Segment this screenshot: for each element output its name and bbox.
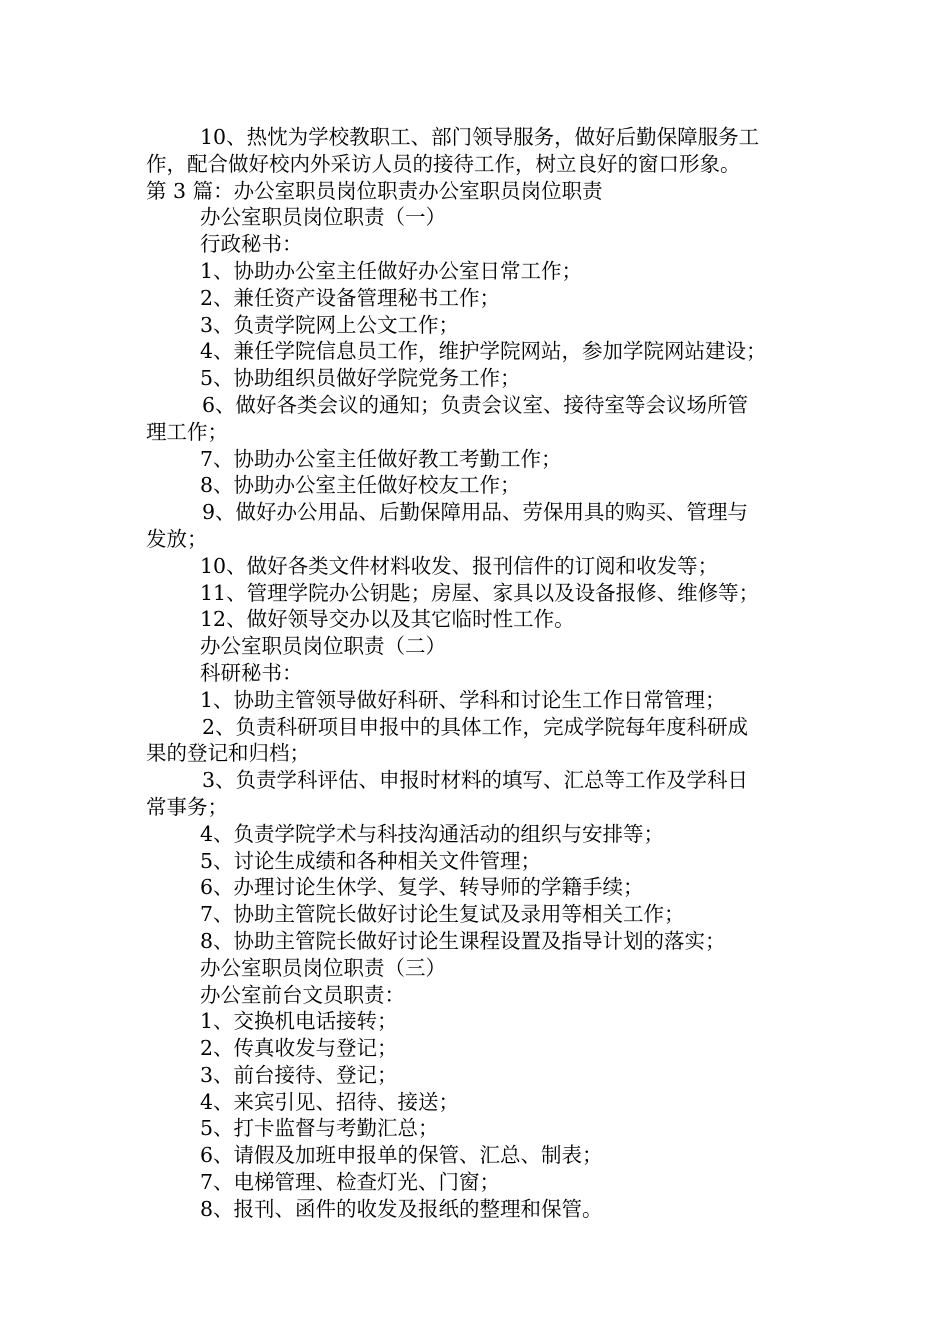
list-item: 5、打卡监督与考勤汇总； [200,1116,439,1141]
list-item-continuation: 常事务； [146,794,228,819]
list-item: 4、兼任学院信息员工作，维护学院网站，参加学院网站建设； [200,339,767,364]
subsection-heading: 办公室职员岗位职责（三） [200,955,446,980]
list-item: 6、做好各类会议的通知；负责会议室、接待室等会议场所管 [202,392,749,417]
document-page [146,124,810,1223]
role-title: 科研秘书： [200,660,303,685]
list-item: 11、管理学院办公钥匙；房屋、家具以及设备报修、维修等； [200,580,760,605]
list-item: 8、报刊、函件的收发及报纸的整理和保管。 [200,1196,603,1221]
section-heading: 第 3 篇：办公室职员岗位职责办公室职员岗位职责 [146,178,603,203]
list-item: 3、负责学科评估、申报时材料的填写、汇总等工作及学科日 [202,768,749,793]
list-item-continuation: 理工作； [146,419,228,444]
list-item: 7、电梯管理、检查灯光、门窗； [200,1170,501,1195]
list-item: 12、做好领导交办以及其它临时性工作。 [200,607,575,632]
list-item-continuation: 发放； [146,526,208,551]
list-item: 4、负责学院学术与科技沟通活动的组织与安排等； [200,821,665,846]
list-item: 4、来宾引见、招待、接送； [200,1089,460,1114]
list-item: 8、协助办公室主任做好校友工作； [200,473,521,498]
list-item: 1、协助办公室主任做好办公室日常工作； [200,258,583,283]
subsection-heading: 办公室职员岗位职责（二） [200,634,446,659]
subsection-heading: 办公室职员岗位职责（一） [200,205,446,230]
list-item: 3、前台接待、登记； [200,1062,398,1087]
role-title: 行政秘书： [200,232,303,257]
list-item: 2、传真收发与登记； [200,1036,398,1061]
list-item: 5、讨论生成绩和各种相关文件管理； [200,848,542,873]
list-item: 2、负责科研项目申报中的具体工作，完成学院每年度科研成 [202,714,749,739]
list-item: 7、协助主管院长做好讨论生复试及录用等相关工作； [200,902,685,927]
paragraph-line: 作，配合做好校内外采访人员的接待工作，树立良好的窗口形象。 [146,151,741,176]
list-item-continuation: 果的登记和归档； [146,741,310,766]
list-item: 6、办理讨论生休学、复学、转导师的学籍手续； [200,875,644,900]
paragraph-line: 10、热忱为学校教职工、部门领导服务，做好后勤保障服务工 [200,125,760,149]
list-item: 10、做好各类文件材料收发、报刊信件的订阅和收发等； [200,553,719,578]
list-item: 7、协助办公室主任做好教工考勤工作； [200,446,562,471]
list-item: 1、协助主管领导做好科研、学科和讨论生工作日常管理； [200,687,726,712]
list-item: 2、兼任资产设备管理秘书工作； [200,285,501,310]
role-title: 办公室前台文员职责： [200,982,405,1007]
list-item: 5、协助组织员做好学院党务工作； [200,366,521,391]
list-item: 8、协助主管院长做好讨论生课程设置及指导计划的落实； [200,928,726,953]
list-item: 1、交换机电话接转； [200,1009,398,1034]
list-item: 9、做好办公用品、后勤保障用品、劳保用具的购买、管理与 [202,500,749,525]
list-item: 3、负责学院网上公文工作； [200,312,460,337]
list-item: 6、请假及加班申报单的保管、汇总、制表； [200,1143,603,1168]
